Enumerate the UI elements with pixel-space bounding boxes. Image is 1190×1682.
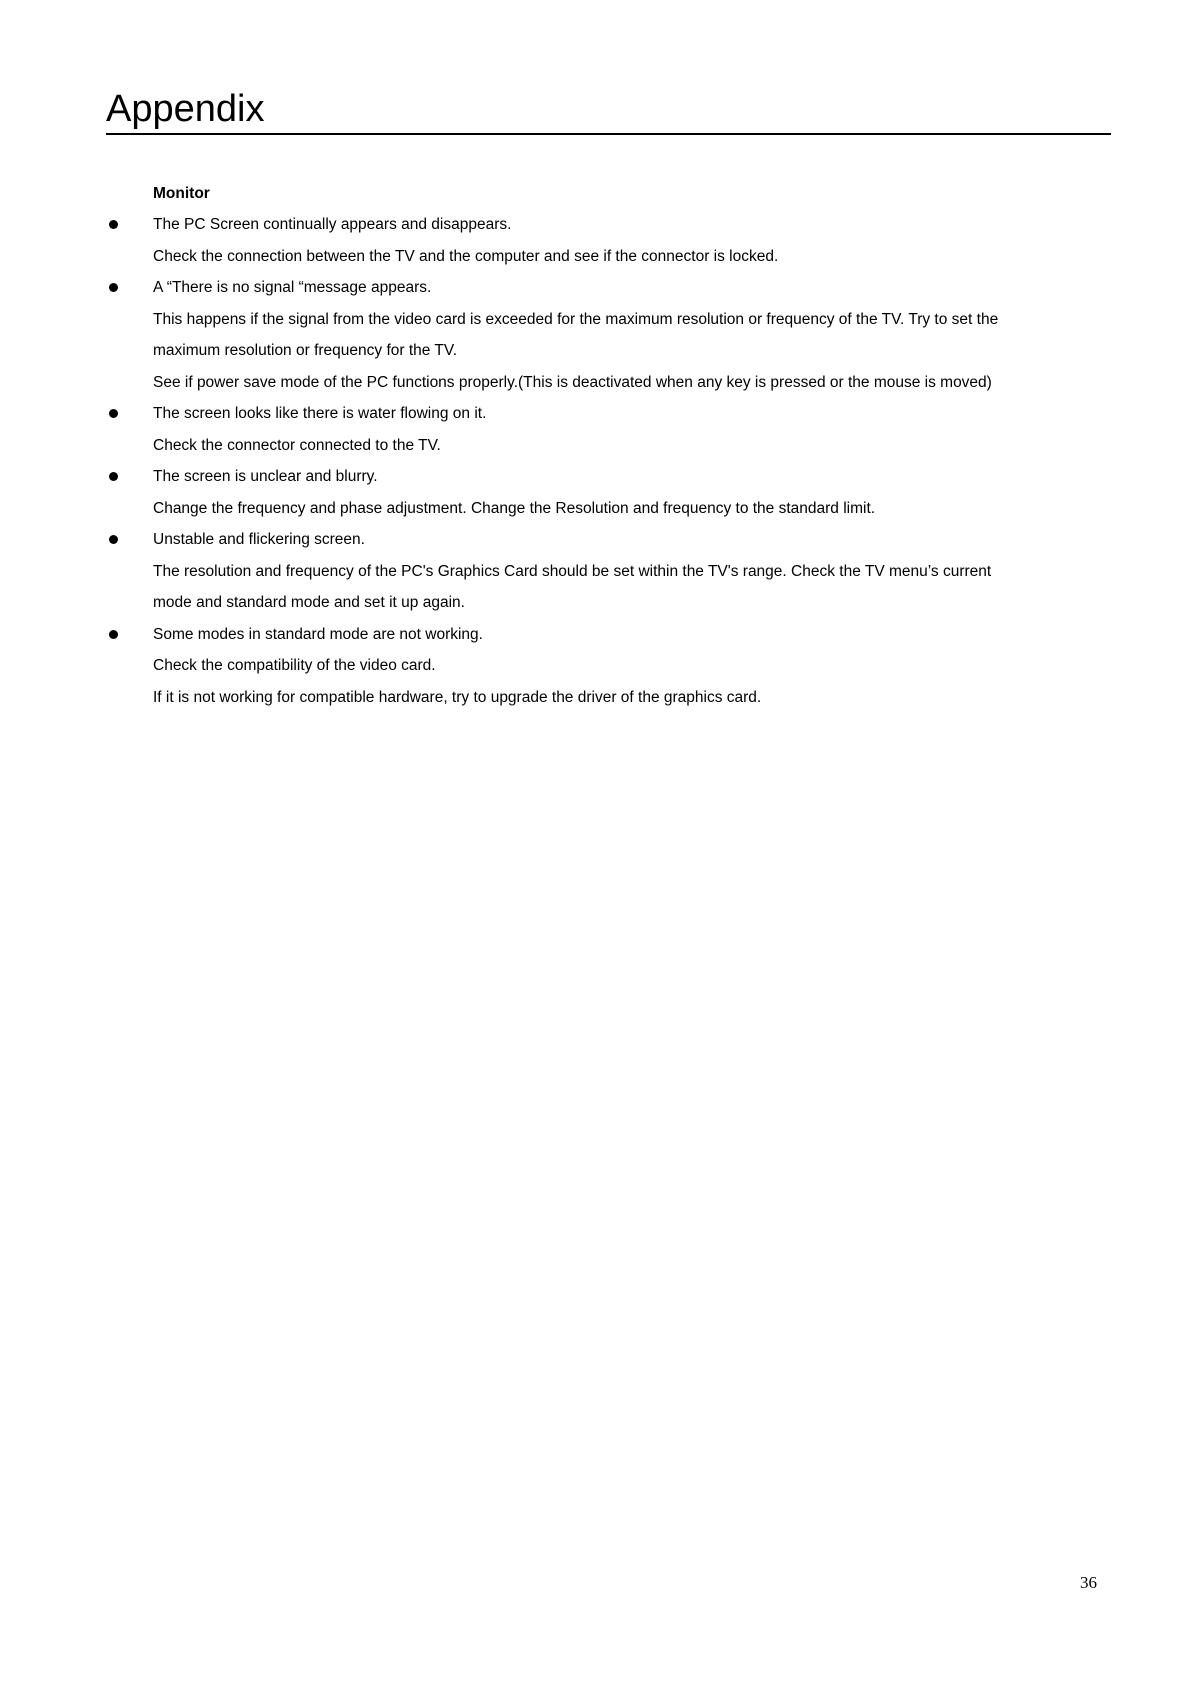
section-heading: Monitor [153,185,210,202]
solution-text: Change the frequency and phase adjustment. Change the Resolution and frequency to the standard limit. [153,499,876,517]
bullet-icon [109,220,118,229]
list-item [106,524,1116,619]
troubleshooting-content [106,178,1116,713]
problem-text: The screen looks like there is water flowing on it. [153,405,487,422]
list-item [106,272,1116,398]
solution-text: mode and standard mode and set it up again. [153,594,465,611]
list-item [106,461,1116,524]
bullet-icon [109,409,118,418]
title-divider [106,133,1111,135]
page-number: 36 [1080,1573,1097,1592]
list-item [106,209,1116,272]
solution-text: The resolution and frequency of the PC's Graphics Card should be set within the TV's range. Check the TV menu’s current [153,562,992,580]
problem-text: The screen is unclear and blurry. [153,468,378,485]
problem-text: Some modes in standard mode are not working. [153,625,483,643]
list-item [106,398,1116,461]
page-title: Appendix [106,88,265,130]
bullet-icon [109,535,118,544]
list-item [106,619,1116,714]
bullet-icon [109,630,118,639]
problem-text: Unstable and flickering screen. [153,531,365,548]
troubleshooting-list [106,209,1116,713]
solution-text: Check the connector connected to the TV. [153,436,441,454]
problem-text: A “There is no signal “message appears. [153,279,432,296]
problem-text: The PC Screen continually appears and disappears. [153,216,512,233]
solution-text: This happens if the signal from the video card is exceeded for the maximum resolution or frequency of the TV. Try to set the [153,310,999,328]
solution-text: maximum resolution or frequency for the TV. [153,342,458,359]
solution-text: See if power save mode of the PC functions properly.(This is deactivated when any key is pressed or the mouse is moved) [153,373,992,391]
bullet-icon [109,472,118,481]
bullet-icon [109,283,118,292]
solution-text: Check the compatibility of the video card. [153,657,436,674]
solution-text: If it is not working for compatible hardware, try to upgrade the driver of the graphics card. [153,688,762,706]
solution-text: Check the connection between the TV and the computer and see if the connector is locked. [153,247,779,265]
